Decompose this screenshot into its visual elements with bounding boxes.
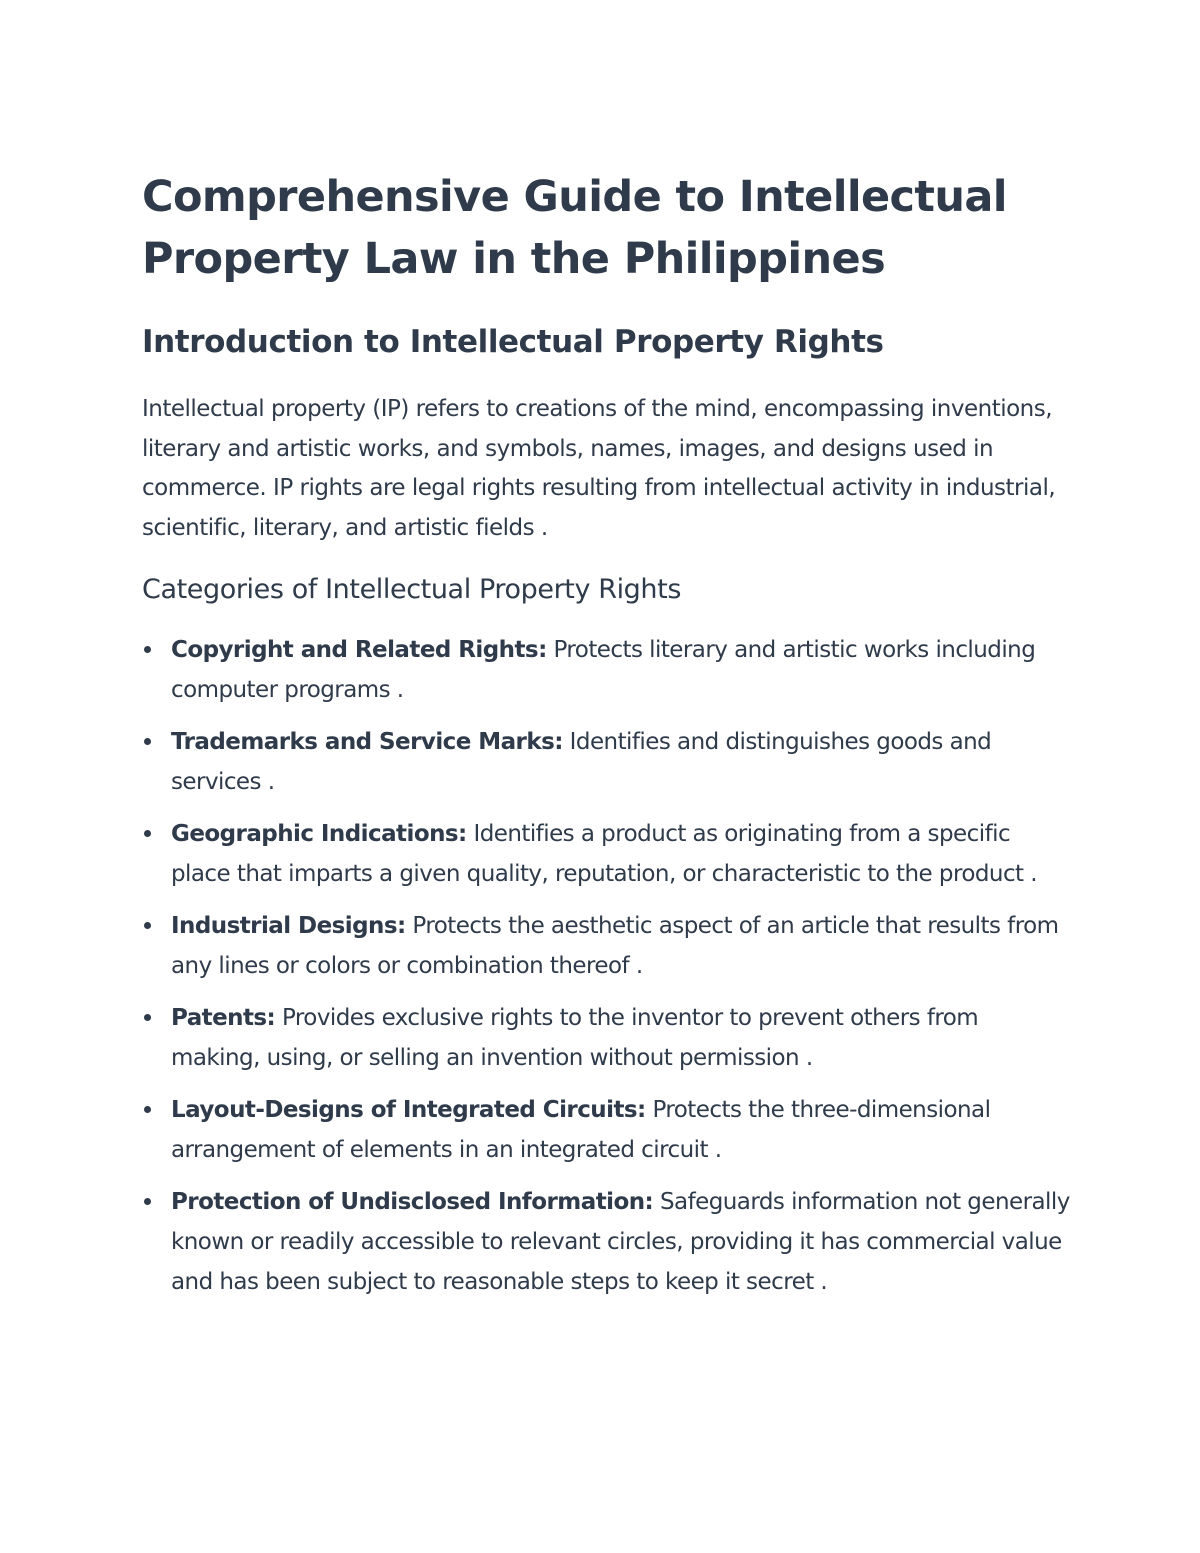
list-item-geographic-indications [142, 814, 1072, 894]
list-item-trademarks [142, 722, 1072, 802]
list-item-undisclosed-information [142, 1182, 1072, 1302]
category-term: Trademarks and Service Marks: [171, 729, 563, 755]
category-term: Layout-Designs of Integrated Circuits: [171, 1097, 646, 1123]
category-term: Protection of Undisclosed Information: [171, 1189, 654, 1215]
category-description: Identifies a product as originating from a specific place that imparts a given quality, reputation, or characteristic to the product . [171, 821, 1038, 887]
bullet-icon [144, 738, 151, 745]
category-description: Safeguards information not generally known or readily accessible to relevant circles, providing it has commercial value and has been subject to reasonable steps to keep it secret . [171, 1189, 1070, 1295]
bullet-icon [144, 830, 151, 837]
intro-paragraph: Intellectual property (IP) refers to creations of the mind, encompassing inventions, literary and artistic works, and symbols, names, images, and designs used in commerce. IP rights are legal rights resulting from intellectual activity in industrial, scientific, literary, and artistic fields . [142, 396, 1056, 541]
list-item-copyright [142, 630, 1072, 710]
document-page [142, 166, 1072, 1314]
categories-heading: Categories of Intellectual Property Rights [142, 574, 681, 605]
bullet-icon [144, 646, 151, 653]
bullet-icon [144, 1198, 151, 1205]
section-heading-introduction: Introduction to Intellectual Property Rights [142, 324, 884, 360]
category-description: Provides exclusive rights to the inventor to prevent others from making, using, or selling an invention without permission . [171, 1005, 979, 1071]
category-term: Patents: [171, 1005, 276, 1031]
bullet-icon [144, 1014, 151, 1021]
list-item-patents [142, 998, 1072, 1078]
category-term: Industrial Designs: [171, 913, 406, 939]
list-item-industrial-designs [142, 906, 1072, 986]
category-description: Protects literary and artistic works including computer programs . [171, 637, 1036, 703]
category-term: Geographic Indications: [171, 821, 467, 847]
list-item-layout-designs [142, 1090, 1072, 1170]
category-description: Identifies and distinguishes goods and services . [171, 729, 992, 795]
document-title: Comprehensive Guide to Intellectual Property Law in the Philippines [142, 172, 1007, 284]
category-description: Protects the three-dimensional arrangement of elements in an integrated circuit . [171, 1097, 991, 1163]
category-term: Copyright and Related Rights: [171, 637, 547, 663]
category-description: Protects the aesthetic aspect of an article that results from any lines or colors or combination thereof . [171, 913, 1059, 979]
categories-list [142, 630, 1072, 1302]
bullet-icon [144, 922, 151, 929]
bullet-icon [144, 1106, 151, 1113]
